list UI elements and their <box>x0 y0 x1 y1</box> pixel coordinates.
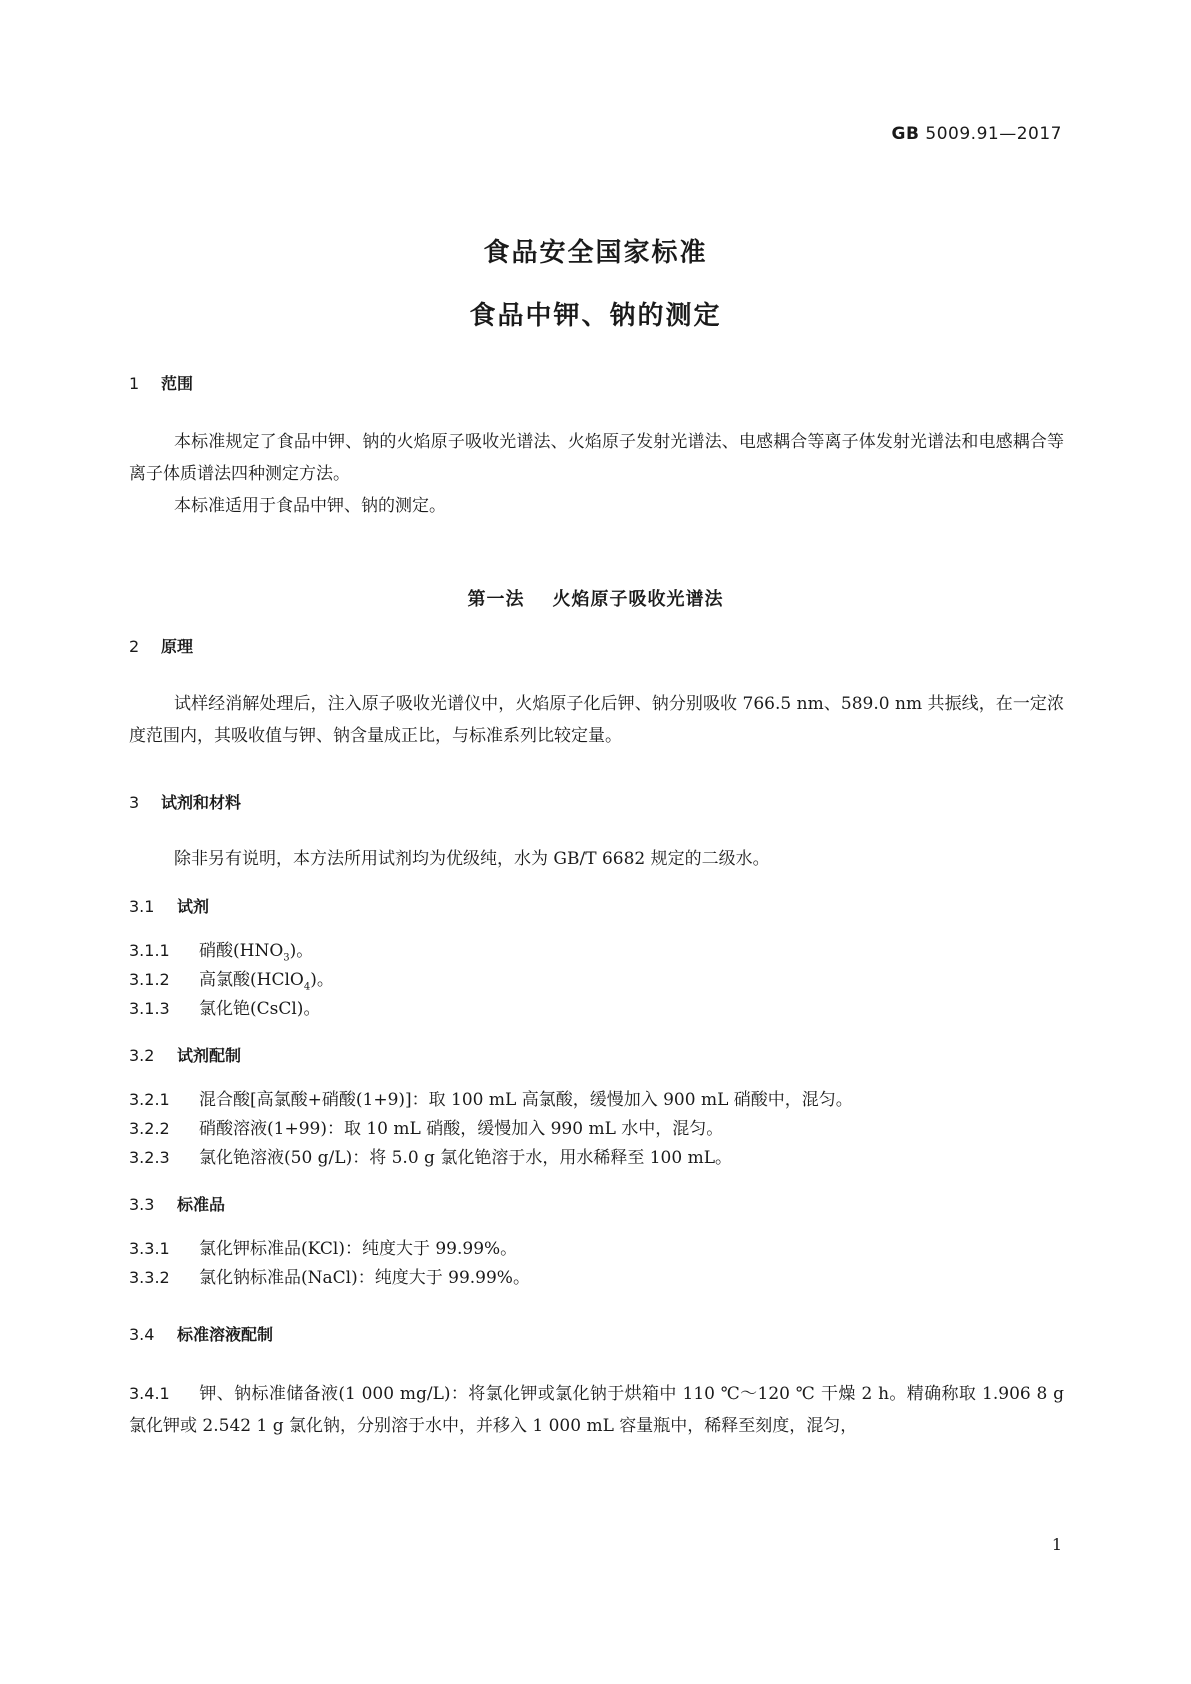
item-text: 硝酸溶液(1+99)：取 10 mL 硝酸，缓慢加入 990 mL 水中，混匀。 <box>199 1119 724 1139</box>
subscript: 3 <box>283 952 290 964</box>
list-item <box>129 1378 1064 1442</box>
item-number: 3.2.2 <box>129 1119 170 1138</box>
section-number: 3.4 <box>129 1325 155 1344</box>
list-item <box>129 1233 1064 1265</box>
document-title-line1: 食品安全国家标准 <box>483 238 708 268</box>
item-number: 3.4.1 <box>129 1384 170 1403</box>
section-number: 3.3 <box>129 1195 155 1214</box>
standard-prefix: GB <box>891 124 920 144</box>
paragraph-principle: 试样经消解处理后，注入原子吸收光谱仪中，火焰原子化后钾、钠分别吸收 766.5 nm、589.0 nm 共振线，在一定浓度范围内，其吸收值与钾、钠含量成正比，与标准系列比较定量。 <box>129 694 1064 746</box>
item-number: 3.1.3 <box>129 999 170 1018</box>
section-number: 2 <box>129 637 140 656</box>
paragraph-scope-2: 本标准适用于食品中钾、钠的测定。 <box>174 496 446 516</box>
item-text: 氯化铯溶液(50 g/L)：将 5.0 g 氯化铯溶于水，用水稀释至 100 mL。 <box>199 1148 732 1168</box>
section-title: 范围 <box>161 374 194 393</box>
paragraph-reagents-intro: 除非另有说明，本方法所用试剂均为优级纯，水为 GB/T 6682 规定的二级水。 <box>174 849 770 869</box>
item-number: 3.2.1 <box>129 1090 170 1109</box>
list-item <box>129 1113 1064 1145</box>
section-heading-reagents-materials <box>129 790 241 813</box>
method-label: 第一法 <box>467 589 525 610</box>
standard-number: 5009.91—2017 <box>925 124 1062 144</box>
section-heading-principle <box>129 634 193 657</box>
method-heading <box>0 585 1191 611</box>
item-text: 氯化钠标准品(NaCl)：纯度大于 99.99%。 <box>199 1268 530 1288</box>
subsection-heading-standards <box>129 1192 225 1215</box>
paragraph-scope-1: 本标准规定了食品中钾、钠的火焰原子吸收光谱法、火焰原子发射光谱法、电感耦合等离子体发射光谱法和电感耦合等离子体质谱法四种测定方法。 <box>129 432 1064 484</box>
item-number: 3.2.3 <box>129 1148 170 1167</box>
section-title: 试剂和材料 <box>161 793 242 812</box>
section-title: 试剂配制 <box>177 1046 242 1065</box>
list-item <box>129 1084 1064 1116</box>
list-item <box>129 993 1064 1025</box>
section-number: 1 <box>129 374 140 393</box>
item-number: 3.3.2 <box>129 1268 170 1287</box>
document-title-line2: 食品中钾、钠的测定 <box>469 301 722 331</box>
subscript: 4 <box>303 981 311 993</box>
item-text-tail: )。 <box>310 970 334 990</box>
page-number: 1 <box>1051 1535 1062 1554</box>
item-number: 3.3.1 <box>129 1239 170 1258</box>
item-text: 高氯酸(HClO <box>199 970 304 990</box>
section-title: 标准品 <box>177 1195 226 1214</box>
list-item <box>129 1142 1064 1174</box>
item-number: 3.1.2 <box>129 970 170 989</box>
subsection-heading-reagent-prep <box>129 1043 241 1066</box>
item-text: 氯化铯(CsCl)。 <box>199 999 321 1019</box>
section-title: 试剂 <box>177 897 210 916</box>
item-text-tail: )。 <box>289 941 314 961</box>
subsection-heading-standard-solutions <box>129 1322 273 1345</box>
standard-code <box>892 124 1063 144</box>
item-number: 3.1.1 <box>129 941 170 960</box>
section-heading-scope <box>129 371 193 394</box>
section-number: 3.1 <box>129 897 155 916</box>
item-text: 钾、钠标准储备液(1 000 mg/L)：将氯化钾或氯化钠于烘箱中 110 ℃～120 ℃ 干燥 2 h。精确称取 1.906 8 g 氯化钾或 2.542 1 g 氯化钠，分别溶于水中，并移入 1 000 mL 容量瓶中，稀释至刻度，混匀， <box>129 1384 1064 1436</box>
section-number: 3.2 <box>129 1046 155 1065</box>
section-title: 原理 <box>161 637 194 656</box>
item-text: 硝酸(HNO <box>199 941 284 961</box>
section-title: 标准溶液配制 <box>177 1325 274 1344</box>
item-text: 氯化钾标准品(KCl)：纯度大于 99.99%。 <box>199 1239 518 1259</box>
list-item <box>129 1262 1064 1294</box>
method-name: 火焰原子吸收光谱法 <box>552 589 724 610</box>
item-text: 混合酸[高氯酸+硝酸(1+9)]：取 100 mL 高氯酸，缓慢加入 900 mL 硝酸中，混匀。 <box>199 1090 853 1110</box>
section-number: 3 <box>129 793 140 812</box>
subsection-heading-reagents <box>129 894 209 917</box>
